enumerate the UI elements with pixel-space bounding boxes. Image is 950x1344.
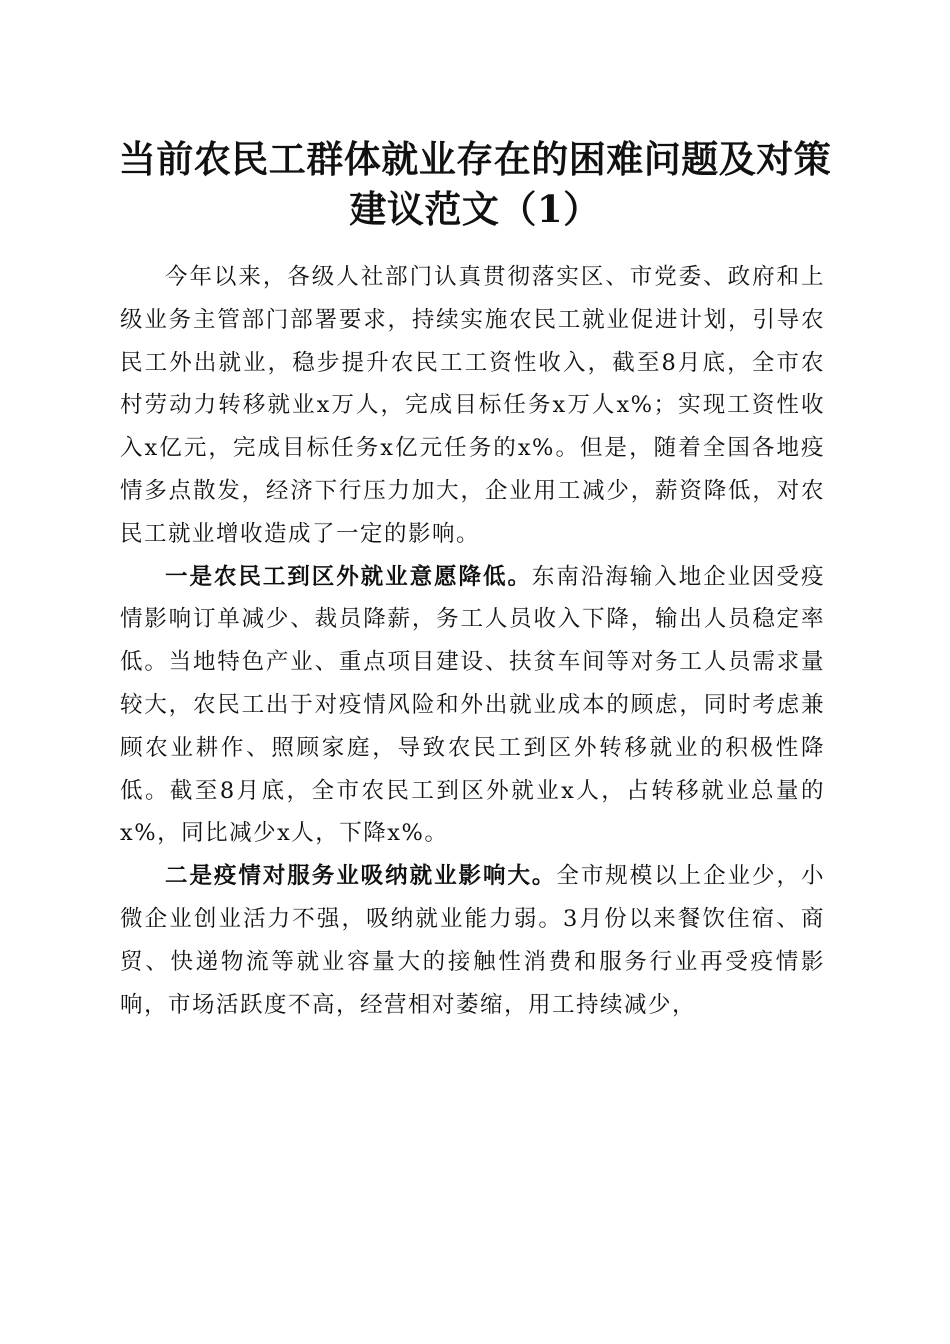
paragraph-point-one-text: 东南沿海输入地企业因受疫情影响订单减少、裁员降薪，务工人员收入下降，输出人员稳定率低。当地特色产业、重点项目建设、扶贫车间等对务工人员需求量较大，农民工出于对疫情风险和外出就业成本的顾虑，同时考虑兼顾农业耕作、照顾家庭，导致农民工到区外转移就业的积极性降低。截至8月底，全市农民工到区外就业x人，占转移就业总量的x%，同比减少x人，下降x%。: [120, 563, 825, 847]
paragraph-point-one-lead: 一是农民工到区外就业意愿降低。: [165, 563, 532, 590]
paragraph-intro-text: 今年以来，各级人社部门认真贯彻落实区、市党委、政府和上级业务主管部门部署要求，持续实施农民工就业促进计划，引导农民工外出就业，稳步提升农民工工资性收入，截至8月底，全市农村劳动力转移就业x万人，完成目标任务x万人x%；实现工资性收入x亿元，完成目标任务x亿元任务的x%。但是，随着全国各地疫情多点散发，经济下行压力加大，企业用工减少，薪资降低，对农民工就业增收造成了一定的影响。: [120, 264, 825, 547]
paragraph-point-two: [120, 855, 825, 1026]
paragraph-intro: [120, 256, 825, 556]
paragraph-point-two-text: 全市规模以上企业少，小微企业创业活力不强，吸纳就业能力弱。3月份以来餐饮住宿、商贸、快递物流等就业容量大的接触性消费和服务行业再受疫情影响，市场活跃度不高，经营相对萎缩，用工持续减少，: [120, 863, 825, 1018]
document-body: [120, 256, 825, 1026]
paragraph-point-one: [120, 556, 825, 856]
paragraph-point-two-lead: 二是疫情对服务业吸纳就业影响大。: [165, 863, 557, 890]
document-title: 当前农民工群体就业存在的困难问题及对策建议范文（1）: [118, 137, 832, 231]
